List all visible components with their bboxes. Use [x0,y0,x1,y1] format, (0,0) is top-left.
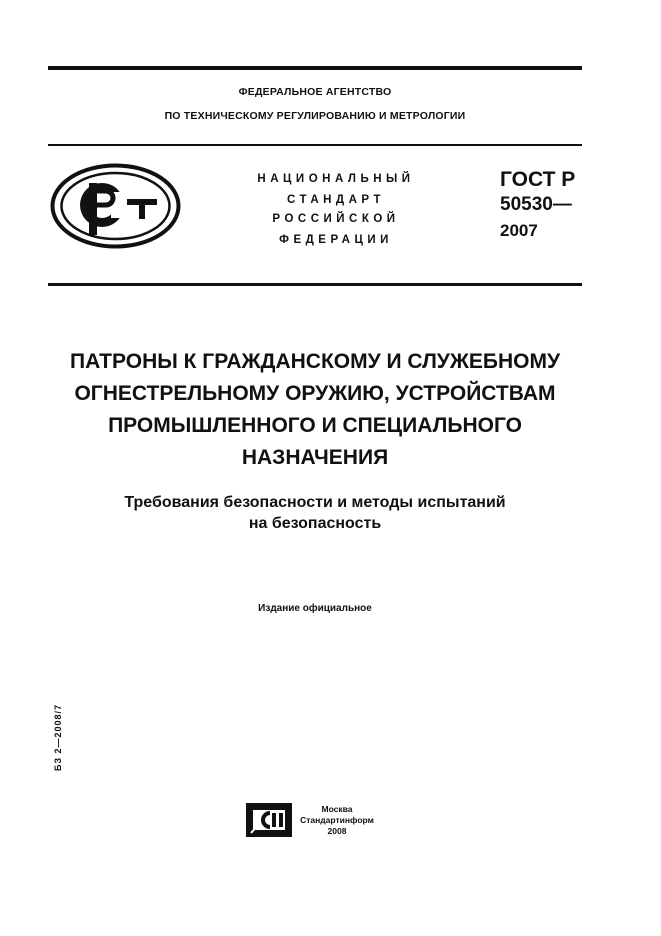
standard-type-line-2: СТАНДАРТ [287,194,385,206]
edition-label: Издание официальное [258,603,372,614]
agency-line-2: ПО ТЕХНИЧЕСКОМУ РЕГУЛИРОВАНИЮ И МЕТРОЛОГИИ [164,110,466,122]
standard-type-line-3: РОССИЙСКОЙ [272,213,400,225]
publisher-name: Стандартинформ [300,815,374,825]
standartinform-logo-icon [246,803,292,837]
middle-rule [48,144,582,146]
document-title: ПАТРОНЫ К ГРАЖДАНСКОМУ И СЛУЖЕБНОМУ ОГНЕСТРЕЛЬНОМУ ОРУЖИЮ, УСТРОЙСТВАМ ПРОМЫШЛЕННОГО И СПЕЦИАЛЬНОГО НАЗНАЧЕНИЯ [69,350,561,469]
standard-type-line-1: НАЦИОНАЛЬНЫЙ [257,173,415,185]
gost-year: 2007 [500,221,538,240]
gost-number: 50530— [500,194,572,215]
side-print-code: БЗ 2—2008/7 [53,703,63,771]
bottom-rule [48,283,582,286]
top-rule [48,66,582,70]
agency-line-1: ФЕДЕРАЛЬНОЕ АГЕНТСТВО [238,86,392,98]
publisher-year: 2008 [327,826,347,836]
standard-type-line-4: ФЕДЕРАЦИИ [279,234,393,246]
document-subtitle: Требования безопасности и методы испытаний на безопасность [124,494,506,532]
gost-r-logo-icon [50,163,181,249]
publisher-city: Москва [321,804,353,814]
gost-title: ГОСТ Р [500,168,576,191]
publisher-info [296,804,378,837]
